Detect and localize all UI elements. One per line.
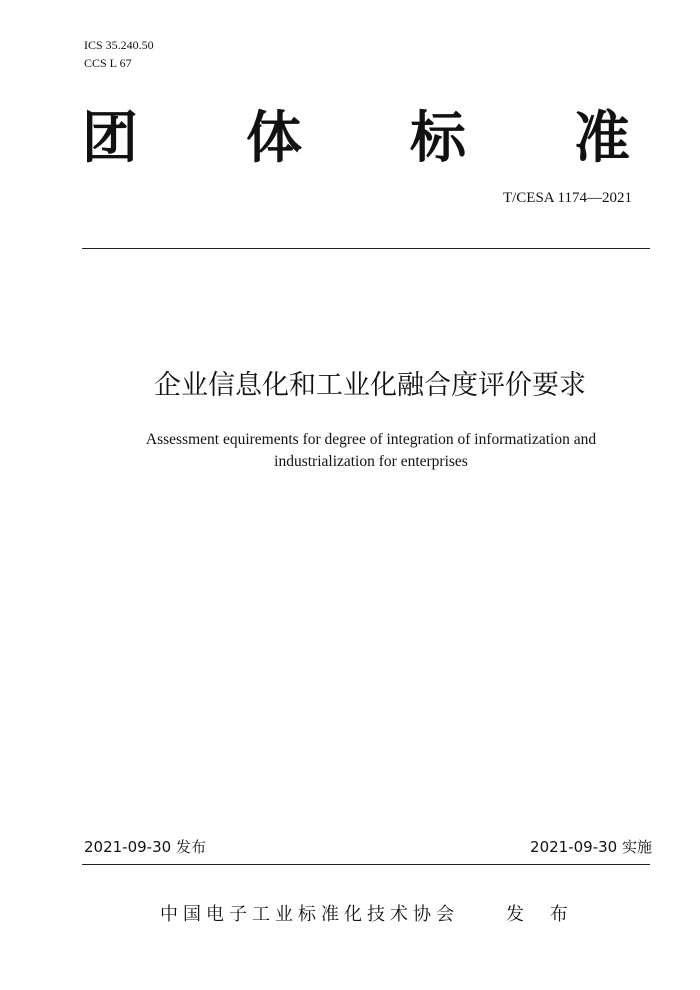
standard-type-char: 体 (246, 106, 302, 171)
english-title-line: industrialization for enterprises (274, 453, 468, 470)
standard-type-char: 团 (82, 106, 138, 171)
document-title-chinese: 企业信息化和工业化融合度评价要求 (154, 370, 586, 401)
standard-number: T/CESA 1174—2021 (502, 190, 632, 206)
release-date: 2021-09-30 发布 (84, 838, 206, 856)
ccs-code: CCS L 67 (84, 56, 132, 70)
implementation-date: 2021-09-30 实施 (530, 838, 652, 856)
header-divider (82, 248, 650, 249)
publish-label: 发 布 (506, 904, 578, 925)
footer-divider (82, 864, 650, 865)
standard-type-char: 准 (574, 106, 630, 171)
standard-type-char: 标 (410, 106, 466, 171)
publisher-name: 中国电子工业标准化技术协会 (160, 904, 459, 925)
classification-codes (84, 36, 154, 72)
ics-code: ICS 35.240.50 (84, 38, 154, 52)
standard-type-heading (82, 104, 630, 174)
english-title-line: Assessment equirements for degree of integration of informatization and (145, 431, 597, 448)
document-title-english (80, 429, 662, 473)
